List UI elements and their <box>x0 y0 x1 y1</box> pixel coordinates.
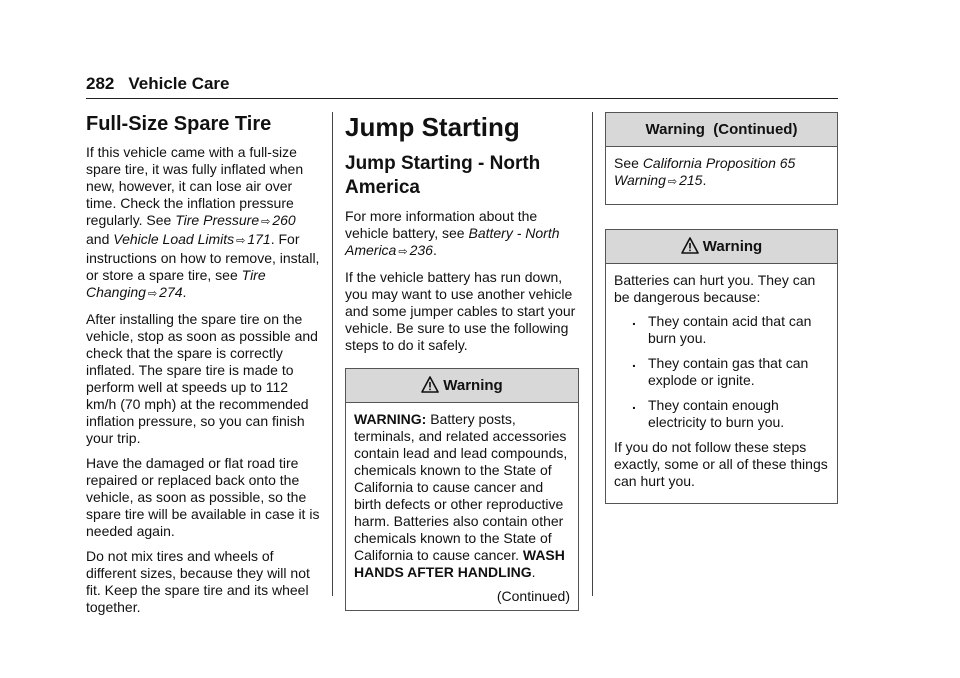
paragraph: If the vehicle battery has run down, you may want to use another vehicle and some jumper cables to start your vehicle. Be sure to use the following steps to do it safely. <box>345 269 576 353</box>
warning-outro: If you do not follow these steps exactly, some or all of these things can hurt you. <box>614 439 828 489</box>
warning-box-continued <box>605 112 838 205</box>
xref-vehicle-load-limits[interactable]: Vehicle Load Limits <box>113 231 235 247</box>
page-ref-arrow-icon: ⇨ <box>398 246 408 258</box>
warning-box-body <box>346 403 578 610</box>
warning-lead: WARNING: <box>354 411 427 427</box>
page-header <box>86 74 838 99</box>
bullet: . <box>632 354 636 370</box>
text: . <box>702 172 707 188</box>
text: and <box>86 231 114 247</box>
text: . <box>531 564 536 580</box>
page-ref-arrow-icon: ⇨ <box>667 176 678 188</box>
bullet: . <box>632 312 636 328</box>
list-item <box>614 313 829 347</box>
list-item-text: They contain enough electricity to burn you. <box>648 397 785 430</box>
text: For more information about the vehicle battery, see <box>345 208 538 241</box>
warning-emphasis: WASH HANDS AFTER HANDLING <box>354 547 565 580</box>
warning-triangle-icon <box>681 233 699 266</box>
paragraph <box>86 144 322 303</box>
page-ref-arrow-icon: ⇨ <box>236 235 246 247</box>
section-heading-spare-tire: Full-Size Spare Tire <box>86 113 272 135</box>
warning-title: Warning <box>702 238 763 255</box>
warning-intro: Batteries can hurt you. They can be dangerous because: <box>614 272 816 305</box>
list-item-text: They contain acid that can burn you. <box>648 313 812 346</box>
list-item <box>614 397 829 431</box>
column-1 <box>86 112 322 624</box>
warning-box-body <box>606 147 837 204</box>
page-ref[interactable]: 171 <box>247 231 271 247</box>
page-number: 282 <box>86 74 115 93</box>
page-ref-arrow-icon: ⇨ <box>147 288 158 300</box>
warning-box-header <box>346 369 578 403</box>
column-divider <box>332 112 333 596</box>
page-ref-arrow-icon: ⇨ <box>261 216 271 228</box>
xref-battery-north-america[interactable]: Battery - North America <box>345 225 560 258</box>
text: . For instructions on how to remove, install, or store a spare tire, see <box>86 231 320 283</box>
text: . <box>182 284 187 300</box>
column-2 <box>345 112 579 635</box>
page-ref[interactable]: 274 <box>159 284 183 300</box>
continued-label: (Continued) <box>496 588 570 604</box>
warning-text <box>354 411 570 581</box>
warning-box-battery-hazards <box>605 229 838 504</box>
page-ref[interactable]: 236 <box>409 242 433 258</box>
list-item <box>614 355 829 389</box>
warning-box-header: Warning (Continued) <box>606 113 837 147</box>
hazard-list <box>614 313 829 431</box>
page-header-title: Vehicle Care <box>128 74 230 93</box>
paragraph <box>345 208 579 261</box>
text: If this vehicle came with a full-size spare tire, it was fully inflated when new, however, it can lose air over time. Check the inflation pressure regularly. See <box>86 144 304 228</box>
subheading-jump-starting-north-america: Jump Starting - North America <box>345 153 541 198</box>
xref-tire-pressure[interactable]: Tire Pressure <box>175 212 260 228</box>
xref-tire-changing[interactable]: Tire Changing <box>86 267 266 300</box>
paragraph: Do not mix tires and wheels of different sizes, because they will not fit. Keep the spare tire and its wheel together. <box>86 548 310 615</box>
text: Battery posts, terminals, and related accessories contain lead and lead compounds, chemicals known to the State of California to cause cancer and birth defects or other reproductive harm. Batteries also contain other chemicals known to the State of California to cause cancer. <box>354 411 568 563</box>
warning-triangle-icon <box>421 372 439 405</box>
warning-box-body <box>606 264 837 503</box>
page-ref[interactable]: 260 <box>272 212 296 228</box>
warning-box-header <box>606 230 837 264</box>
paragraph: Have the damaged or flat road tire repaired or replaced back onto the vehicle, as soon as possible, so the spare tire will be available in case it is needed again. <box>86 455 320 539</box>
list-item-text: They contain gas that can explode or ignite. <box>648 355 809 388</box>
xref-california-prop-65[interactable]: California Proposition 65 Warning <box>614 155 796 188</box>
warning-box-california <box>345 368 579 611</box>
chapter-heading-jump-starting: Jump Starting <box>345 112 520 142</box>
bullet: . <box>632 396 636 412</box>
paragraph: After installing the spare tire on the vehicle, stop as soon as possible and check that the spare is correctly inflated. The spare tire is made to perform well at speeds up to 112 km/h (70 mph) at the recommended inflation pressure, so you can finish your trip. <box>86 311 318 446</box>
text: See <box>614 155 643 171</box>
column-divider <box>592 112 593 596</box>
text: . <box>432 242 437 258</box>
page-ref[interactable]: 215 <box>679 172 703 188</box>
warning-text <box>614 155 829 191</box>
warning-title: Warning <box>443 377 503 394</box>
column-3 <box>605 112 838 528</box>
